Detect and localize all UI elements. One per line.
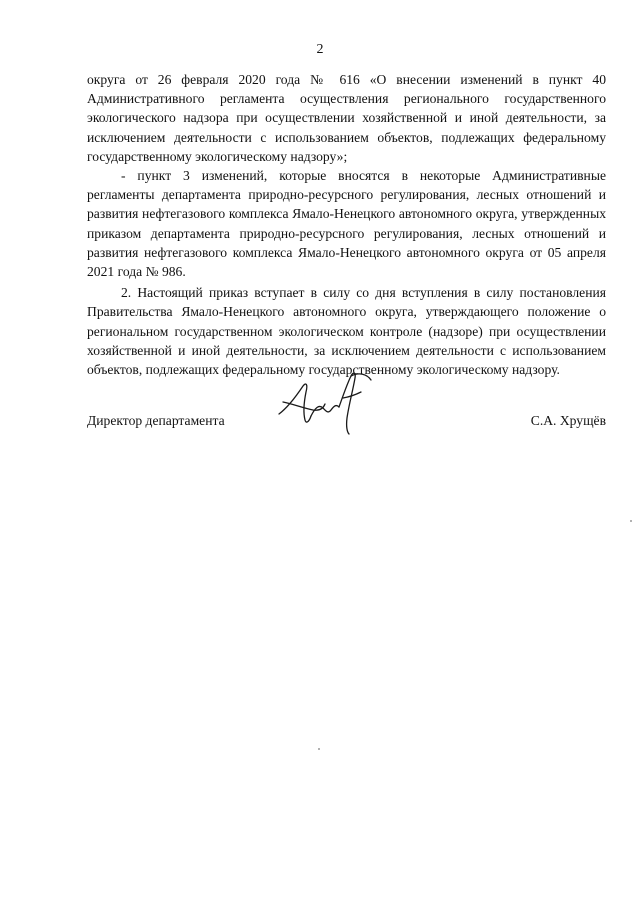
- scan-speck: [630, 520, 632, 522]
- signature-block: [87, 411, 606, 433]
- page-number: 2: [316, 42, 324, 57]
- paragraph-clause-2: 2. Настоящий приказ вступает в силу со дня вступления в силу постановления Правительства Ямало-Ненецкого автономного округа, утверждающего положение о региональном государственном экологическом контроле (надзоре) при осуществлении хозяйственной и иной деятельности, за исключением деятельности с использованием объектов, подлежащих федеральному государственному экологическому надзору.: [87, 285, 606, 378]
- paragraph-continuation: округа от 26 февраля 2020 года № 616 «О внесении изменений в пункт 40 Административного регламента осуществления регионального государственного экологического надзора при осуществлении хозяйственной и иной деятельности, за исключением деятельности с использованием объектов, подлежащих федеральному государственному экологическому надзору»;: [87, 72, 606, 164]
- scan-speck: [318, 748, 320, 750]
- document-body: [87, 70, 606, 379]
- signatory-name: С.А. Хрущёв: [530, 413, 606, 428]
- paragraph-item-3: - пункт 3 изменений, которые вносятся в некоторые Административные регламенты департамента природно-ресурсного регулирования, лесных отношений и развития нефтегазового комплекса Ямало-Ненецкого автономного округа, утвержденных приказом департамента природно-ресурсного регулирования, лесных отношений и развития нефтегазового комплекса Ямало-Ненецкого автономного округа от 05 апреля 2021 года № 986.: [87, 168, 606, 280]
- signatory-role: Директор департамента: [87, 413, 225, 428]
